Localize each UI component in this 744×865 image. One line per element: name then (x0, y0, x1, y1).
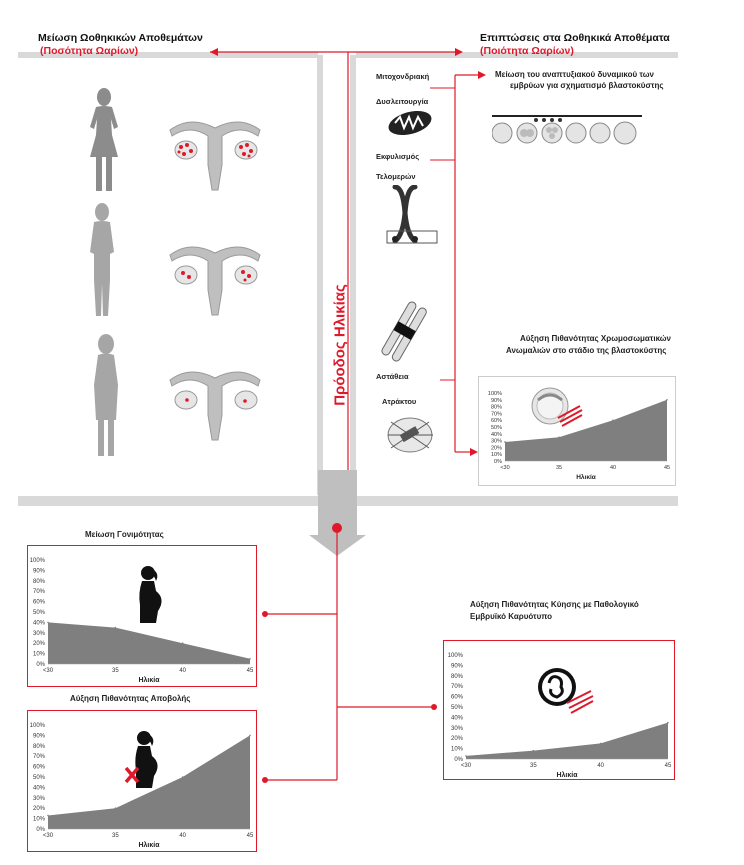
data-point (115, 807, 117, 809)
x-axis-label: Ηλικία (576, 474, 596, 481)
pregnant-woman-icon (128, 565, 168, 625)
spindle-label-2: Ατράκτου (382, 397, 417, 406)
chart-title-miscarriage: Αύξηση Πιθανότητας Αποβολής (70, 694, 191, 703)
woman-silhouette-icon (74, 85, 134, 195)
area-series (48, 622, 250, 664)
pregnant-woman-miscarriage-icon (124, 730, 164, 790)
mito-label-2: Δυσλειτουργία (376, 97, 429, 106)
y-tick-label: 90% (32, 568, 45, 575)
x-tick-label: <30 (42, 833, 54, 839)
data-point (182, 642, 184, 644)
aneuploidy-text-line-1: Αύξηση Πιθανότητας Χρωμοσωματικών (520, 334, 671, 343)
data-point (115, 627, 117, 629)
y-tick-label: 20% (32, 641, 45, 648)
data-point (600, 743, 602, 745)
chromosome-icon (380, 300, 430, 365)
y-tick-label: 70% (32, 589, 45, 596)
x-axis-label: Ηλικία (138, 842, 160, 849)
chart-title-karyotype-line-2: Εμβρυϊκό Καρυότυπο (470, 612, 553, 621)
y-tick-label: 40% (490, 431, 502, 438)
y-tick-label: 50% (450, 705, 463, 711)
x-tick-label: 45 (664, 763, 672, 769)
embryo-stages-icon (492, 113, 642, 149)
fetus-icon (535, 665, 595, 715)
data-point (182, 776, 184, 778)
y-tick-label: 30% (450, 725, 463, 732)
y-tick-label: 40% (32, 785, 45, 792)
y-tick-label: 0% (36, 827, 45, 833)
y-tick-label: 20% (490, 445, 502, 452)
y-tick-label: 80% (490, 404, 502, 411)
x-tick-label: 40 (179, 833, 187, 839)
y-tick-label: 30% (32, 795, 45, 802)
data-point (533, 750, 535, 752)
y-tick-label: 30% (490, 438, 502, 445)
x-tick-label: 45 (663, 465, 671, 471)
y-tick-label: 0% (454, 757, 463, 763)
y-tick-label: 60% (490, 418, 502, 425)
y-tick-label: 50% (32, 610, 45, 616)
x-axis-label: Ηλικία (556, 772, 578, 778)
y-tick-label: 80% (32, 578, 45, 585)
x-tick-label: 40 (179, 668, 187, 674)
woman-silhouette-icon (76, 330, 136, 460)
data-point (249, 658, 251, 660)
left-header-subtitle: (Ποσότητα Ωαρίων) (40, 45, 139, 57)
x-tick-label: 40 (609, 465, 617, 471)
y-tick-label: 100% (447, 653, 463, 659)
y-tick-label: 80% (450, 673, 463, 680)
y-tick-label: 30% (32, 630, 45, 637)
x-tick-label: 35 (555, 465, 563, 471)
data-point (465, 755, 467, 757)
telo-label-1: Εκφυλισμός (376, 152, 420, 161)
left-header-title: Μείωση Ωοθηκικών Αποθεμάτων (38, 32, 203, 44)
y-tick-label: 90% (450, 663, 463, 670)
y-tick-label: 10% (32, 651, 45, 658)
y-tick-label: 50% (490, 425, 502, 431)
x-tick-label: <30 (42, 668, 54, 674)
data-point (612, 419, 614, 421)
x-tick-label: <30 (460, 763, 472, 769)
chart-title-fertility: Μείωση Γονιμότητας (85, 530, 164, 539)
y-tick-label: 40% (32, 620, 45, 627)
x-axis-label: Ηλικία (138, 677, 160, 684)
y-tick-label: 60% (32, 599, 45, 606)
y-tick-label: 10% (32, 816, 45, 823)
x-tick-label: 35 (111, 668, 119, 674)
embryo-text-line-1: Μείωση του αναπτυξιακού δυναμικού των (495, 70, 654, 79)
mito-label-1: Μιτοχονδριακή (376, 72, 430, 81)
blastocyst-icon (528, 386, 583, 431)
y-tick-label: 100% (487, 391, 502, 397)
data-point (558, 436, 560, 438)
telo-label-2: Τελομερών (376, 172, 416, 181)
y-tick-label: 90% (490, 397, 502, 404)
data-point (666, 399, 668, 401)
area-series (466, 723, 668, 759)
woman-silhouette-icon (72, 200, 132, 320)
y-tick-label: 50% (32, 775, 45, 781)
y-tick-label: 0% (36, 662, 45, 668)
x-tick-label: 45 (246, 668, 254, 674)
y-tick-label: 100% (29, 723, 45, 729)
data-point (47, 622, 49, 624)
x-tick-label: 35 (529, 763, 537, 769)
uterus-ovaries-icon (160, 360, 270, 445)
chromosome-telomere-icon (385, 185, 440, 245)
uterus-ovaries-icon (160, 235, 270, 320)
y-tick-label: 60% (450, 694, 463, 701)
uterus-ovaries-icon (160, 110, 270, 195)
y-tick-label: 20% (32, 806, 45, 813)
age-progress-label: Πρόοδος Ηλικίας (331, 284, 349, 406)
y-tick-label: 40% (450, 715, 463, 722)
x-tick-label: <30 (500, 465, 510, 471)
x-tick-label: 35 (111, 833, 119, 839)
y-tick-label: 10% (450, 746, 463, 753)
y-tick-label: 70% (490, 411, 502, 418)
y-tick-label: 70% (32, 754, 45, 761)
y-tick-label: 100% (29, 558, 45, 564)
y-tick-label: 80% (32, 743, 45, 750)
y-tick-label: 0% (494, 459, 502, 465)
data-point (249, 735, 251, 737)
data-point (47, 815, 49, 817)
data-point (504, 441, 506, 443)
y-tick-label: 60% (32, 764, 45, 771)
spindle-label-1: Αστάθεια (376, 372, 409, 381)
chart-title-karyotype-line-1: Αύξηση Πιθανότητας Κύησης με Παθολογικό (470, 600, 639, 609)
x-tick-label: 45 (246, 833, 254, 839)
right-header-title: Επιπτώσεις στα Ωοθηκικά Αποθέματα (480, 32, 670, 44)
y-tick-label: 20% (450, 736, 463, 743)
x-tick-label: 40 (597, 763, 605, 769)
mitochondrion-icon (385, 108, 435, 138)
y-tick-label: 10% (490, 452, 502, 459)
aneuploidy-text-line-2: Ανωμαλιών στο στάδιο της βλαστοκύστης (506, 346, 667, 355)
right-header-subtitle: (Ποιότητα Ωαρίων) (480, 45, 574, 57)
data-point (667, 722, 669, 724)
embryo-text-line-2: εμβρύων για σχηματισμό βλαστοκύστης (510, 81, 664, 90)
y-tick-label: 70% (450, 684, 463, 691)
y-tick-label: 90% (32, 733, 45, 740)
spindle-icon (383, 408, 438, 463)
